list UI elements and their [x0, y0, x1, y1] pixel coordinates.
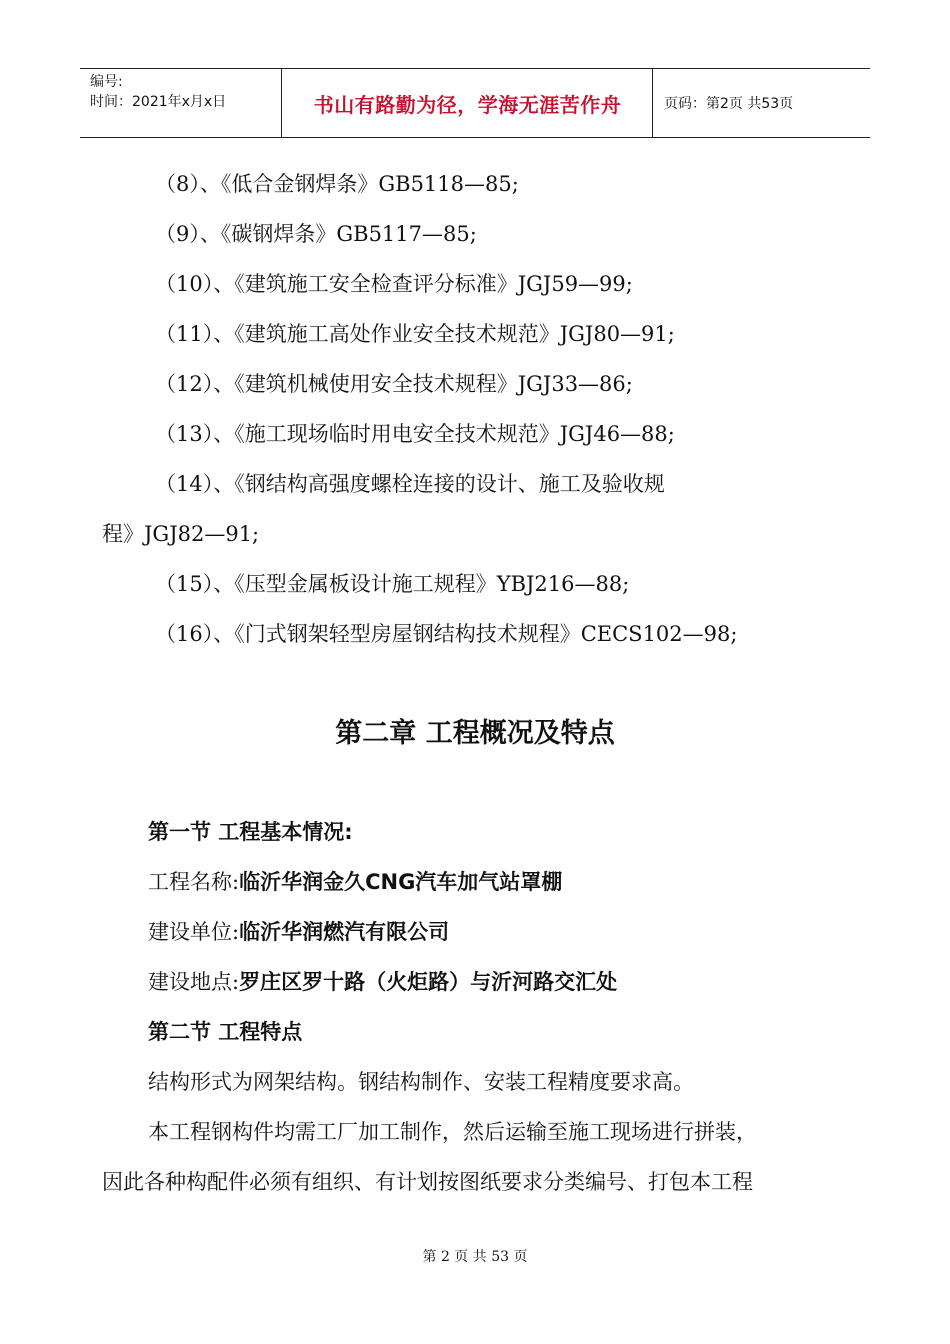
section-1-title: 第一节 工程基本情况: [148, 820, 353, 844]
field-construction-site [0, 968, 950, 996]
standard-item-16: （16）、《门式钢架轻型房屋钢结构技术规程》CECS102—98; [155, 622, 738, 646]
standard-item-14-continued: 程》JGJ82—91; [102, 522, 260, 546]
header-page-info: 页码：第2页 共53页 [664, 96, 794, 112]
page-header [80, 68, 870, 138]
standard-item-8: （8）、《低合金钢焊条》GB5118—85; [155, 172, 519, 196]
field-project-name [0, 868, 950, 896]
standard-item-13: （13）、《施工现场临时用电安全技术规范》JGJ46—88; [155, 422, 675, 446]
standard-item-11: （11）、《建筑施工高处作业安全技术规范》JGJ80—91; [155, 322, 675, 346]
document-time-label: 时间：2021年x月x日 [90, 94, 227, 110]
header-meta [80, 69, 282, 137]
header-motto: 书山有路勤为径，学海无涯苦作舟 [283, 69, 653, 137]
field-value: 临沂华润燃汽有限公司 [239, 920, 450, 944]
field-label: 建设地点: [148, 970, 240, 994]
paragraph-structure-form: 结构形式为网架结构。钢结构制作、安装工程精度要求高。 [148, 1070, 694, 1094]
paragraph-fabrication: 本工程钢构件均需工厂加工制作，然后运输至施工现场进行拼装， [148, 1120, 757, 1144]
standard-item-10: （10）、《建筑施工安全检查评分标准》JGJ59—99; [155, 272, 633, 296]
field-construction-unit [0, 918, 950, 946]
standard-item-12: （12）、《建筑机械使用安全技术规程》JGJ33—86; [155, 372, 633, 396]
field-value: 临沂华润金久CNG汽车加气站罩棚 [239, 870, 563, 894]
field-value: 罗庄区罗十路（火炬路）与沂河路交汇处 [239, 970, 618, 994]
paragraph-fabrication-continued: 因此各种构配件必须有组织、有计划按图纸要求分类编号、打包本工程 [102, 1170, 753, 1194]
document-number-label: 编号: [90, 74, 123, 90]
standard-item-9: （9）、《碳钢焊条》GB5117—85; [155, 222, 477, 246]
section-2-title: 第二节 工程特点 [148, 1020, 303, 1044]
chapter-title: 第二章 工程概况及特点 [335, 718, 615, 749]
field-label: 工程名称: [148, 870, 240, 894]
page-footer: 第 2 页 共 53 页 [422, 1249, 528, 1265]
standard-item-14: （14）、《钢结构高强度螺栓连接的设计、施工及验收规 [155, 472, 665, 496]
standard-item-15: （15）、《压型金属板设计施工规程》YBJ216—88; [155, 572, 630, 596]
field-label: 建设单位: [148, 920, 240, 944]
